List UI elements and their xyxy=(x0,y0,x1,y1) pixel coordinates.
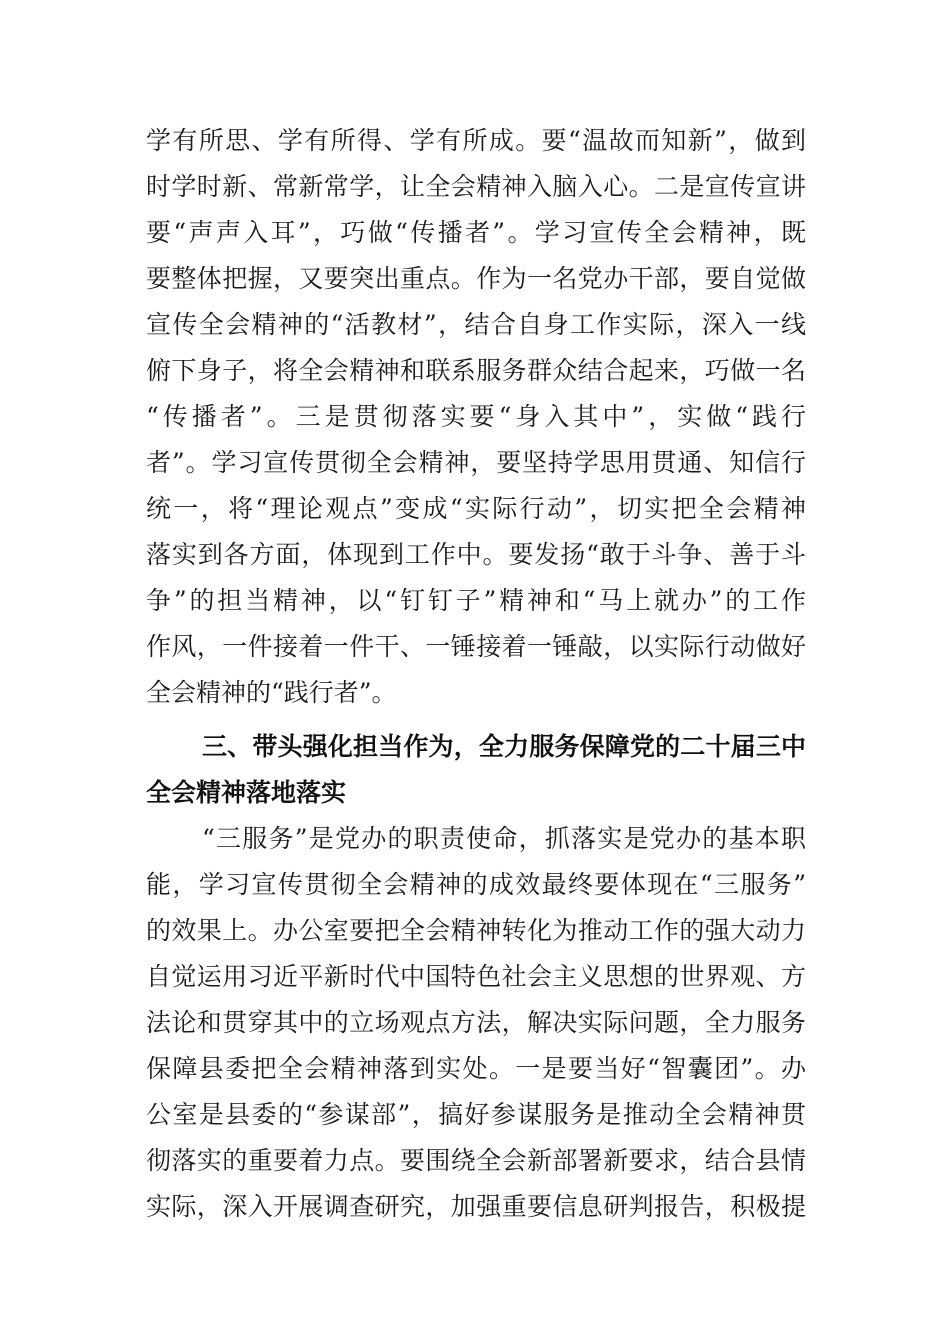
text-line: 的效果上。办公室要把全会精神转化为推动工作的强大动力 xyxy=(146,916,806,945)
text-line: 作风，一件接着一件干、一锤接着一锤敲，以实际行动做好 xyxy=(146,632,806,661)
text-line: 法论和贯穿其中的立场观点方法，解决实际问题，全力服务 xyxy=(146,1008,806,1037)
text-line: 者”。学习宣传贯彻全会精神，要坚持学思用贯通、知信行 xyxy=(146,448,806,477)
text-line: 保障县委把全会精神落到实处。一是要当好“智囊团”。办 xyxy=(146,1054,806,1083)
section-heading xyxy=(146,724,806,816)
text-line: 俯下身子，将全会精神和联系服务群众结合起来，巧做一名 xyxy=(146,356,806,385)
text-line: 彻落实的重要着力点。要围绕全会新部署新要求，结合县情 xyxy=(146,1146,806,1175)
text-line: 宣传全会精神的“活教材”，结合自身工作实际，深入一线 xyxy=(146,310,806,339)
text-line: 全会精神的“践行者”。 xyxy=(146,678,397,707)
text-line: 落实到各方面，体现到工作中。要发扬“敢于斗争、善于斗 xyxy=(146,540,806,569)
text-line: 能，学习宣传贯彻全会精神的成效最终要体现在“三服务” xyxy=(146,870,806,899)
text-line: 争”的担当精神，以“钉钉子”精神和“马上就办”的工作 xyxy=(146,586,806,615)
paragraph-2 xyxy=(146,816,806,1230)
text-line: 时学时新、常新常学，让全会精神入脑入心。二是宣传宣讲 xyxy=(146,172,806,201)
heading-line: 三、带头强化担当作为，全力服务保障党的二十届三中 xyxy=(202,732,806,761)
text-line: 公室是县委的“参谋部”，搞好参谋服务是推动全会精神贯 xyxy=(146,1100,806,1129)
text-line: 要“声声入耳”，巧做“传播者”。学习宣传全会精神，既 xyxy=(146,218,806,247)
heading-line: 全会精神落地落实 xyxy=(146,778,347,807)
paragraph-1 xyxy=(146,118,806,716)
document-body xyxy=(146,118,806,1230)
text-line: “传播者”。三是贯彻落实要“身入其中”，实做“践行 xyxy=(146,402,806,431)
text-line: 学有所思、学有所得、学有所成。要“温故而知新”，做到 xyxy=(146,126,806,155)
text-line: “三服务”是党办的职责使命，抓落实是党办的基本职 xyxy=(202,824,806,853)
text-line: 自觉运用习近平新时代中国特色社会主义思想的世界观、方 xyxy=(146,962,806,991)
text-line: 实际，深入开展调查研究，加强重要信息研判报告，积极提 xyxy=(146,1192,806,1221)
text-line: 要整体把握，又要突出重点。作为一名党办干部，要自觉做 xyxy=(146,264,806,293)
text-line: 统一，将“理论观点”变成“实际行动”，切实把全会精神 xyxy=(146,494,806,523)
